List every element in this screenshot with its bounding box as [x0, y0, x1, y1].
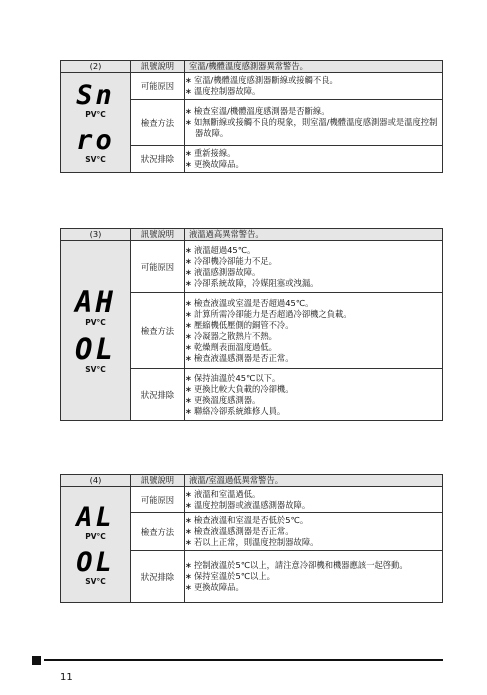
list-item: ∗ 壓縮機低壓側的銅管不冷。 — [185, 320, 442, 331]
section-number: (2) — [61, 61, 131, 73]
list-item: ∗ 重新接線。 — [185, 148, 442, 159]
cause-list — [185, 73, 443, 100]
pv-caption: PV°C — [85, 318, 106, 327]
list-item: ∗ 更換比較大負載的冷卻機。 — [185, 384, 442, 395]
cause-label: 可能原因 — [131, 487, 185, 513]
list-item: ∗ 如無斷線或接觸不良的現象，則室溫/機體溫度感測器或是溫度控制器故障。 — [185, 117, 442, 139]
section-number: (4) — [61, 475, 131, 487]
page-number: 11 — [60, 672, 73, 683]
cause-list — [185, 487, 443, 513]
check-label: 檢查方法 — [131, 100, 185, 146]
list-item: ∗ 溫度控制器或液溫感測器故障。 — [185, 500, 442, 511]
list-item: ∗ 更換溫度感測器。 — [185, 395, 442, 406]
display-bottom-code: ro — [76, 124, 115, 156]
check-label: 檢查方法 — [131, 513, 185, 551]
sv-caption: SV°C — [85, 154, 106, 164]
check-label: 檢查方法 — [131, 293, 185, 369]
list-item: ∗ 溫度控制器故障。 — [185, 86, 442, 97]
list-item: ∗ 更換故障品。 — [185, 159, 442, 170]
signal-text: 液溫過高異常警告。 — [185, 229, 443, 241]
signal-text: 室溫/機體溫度感測器異常警告。 — [185, 61, 443, 73]
list-item: ∗ 保持油溫於45℃以下。 — [185, 373, 442, 384]
list-item: ∗ 室溫/機體溫度感測器斷線或接觸不良。 — [185, 75, 442, 86]
list-item: ∗ 液溫超過45℃。 — [185, 245, 442, 256]
display-top-code: AH — [75, 285, 116, 319]
lcd-display — [61, 73, 131, 173]
fix-label: 狀況排除 — [131, 551, 185, 603]
signal-label: 訊號說明 — [131, 229, 185, 241]
pv-caption: PV°C — [85, 532, 106, 541]
signal-label: 訊號說明 — [131, 61, 185, 73]
fix-label: 狀況排除 — [131, 369, 185, 421]
display-top-code: AL — [76, 502, 115, 533]
sv-caption: SV°C — [85, 576, 106, 586]
cause-label: 可能原因 — [131, 73, 185, 100]
list-item: ∗ 檢查液溫感測器是否正常。 — [185, 526, 442, 537]
list-item: ∗ 冷卻機冷卻能力不足。 — [185, 256, 442, 267]
list-item: ∗ 乾燥劑表面溫度過低。 — [185, 342, 442, 353]
check-list — [185, 293, 443, 369]
pv-caption: PV°C — [85, 110, 106, 119]
alarm-table-2 — [60, 60, 443, 173]
list-item: ∗ 計算所需冷卻能力是否超過冷卻機之負載。 — [185, 309, 442, 320]
footer-rule — [44, 659, 443, 661]
section-number: (3) — [61, 229, 131, 241]
fix-list — [185, 146, 443, 173]
display-top-code: Sn — [76, 80, 115, 111]
list-item: ∗ 冷卻系統故障，冷媒阻塞或洩漏。 — [185, 278, 442, 289]
list-item: ∗ 冷凝器之散熱片不熱。 — [185, 331, 442, 342]
list-item: ∗ 檢查液溫和室溫是否低於5℃。 — [185, 515, 442, 526]
list-item: ∗ 保持室溫於5℃以上。 — [185, 571, 442, 582]
fix-list — [185, 369, 443, 421]
cause-label: 可能原因 — [131, 241, 185, 293]
check-list — [185, 513, 443, 551]
list-item: ∗ 檢查液溫感測器是否正常。 — [185, 353, 442, 364]
list-item: ∗ 更換故障品。 — [185, 582, 442, 593]
lcd-display — [61, 487, 131, 603]
list-item: ∗ 檢查室溫/機體溫度感測器是否斷線。 — [185, 106, 442, 117]
display-bottom-code: OL — [75, 331, 116, 366]
list-item: ∗ 檢查液溫或室溫是否超過45℃。 — [185, 298, 442, 309]
alarm-table-3 — [60, 228, 443, 421]
footer-marker — [32, 656, 41, 665]
fix-list — [185, 551, 443, 603]
fix-label: 狀況排除 — [131, 146, 185, 173]
list-item: ∗ 若以上正常，則溫度控制器故障。 — [185, 537, 442, 548]
lcd-display — [61, 241, 131, 421]
list-item: ∗ 液溫感測器故障。 — [185, 267, 442, 278]
alarm-table-4 — [60, 474, 443, 603]
check-list — [185, 100, 443, 146]
list-item: ∗ 液溫和室溫過低。 — [185, 489, 442, 500]
signal-label: 訊號說明 — [131, 475, 185, 487]
list-item: ∗ 控制液溫於5℃以上，請注意冷卻機和機器應該一起啓動。 — [185, 560, 442, 571]
signal-text: 液溫/室溫過低異常警告。 — [185, 475, 443, 487]
list-item: ∗ 聯絡冷卻系統維修人員。 — [185, 406, 442, 417]
display-bottom-code: OL — [76, 546, 115, 578]
sv-caption: SV°C — [85, 364, 106, 374]
cause-list — [185, 241, 443, 293]
